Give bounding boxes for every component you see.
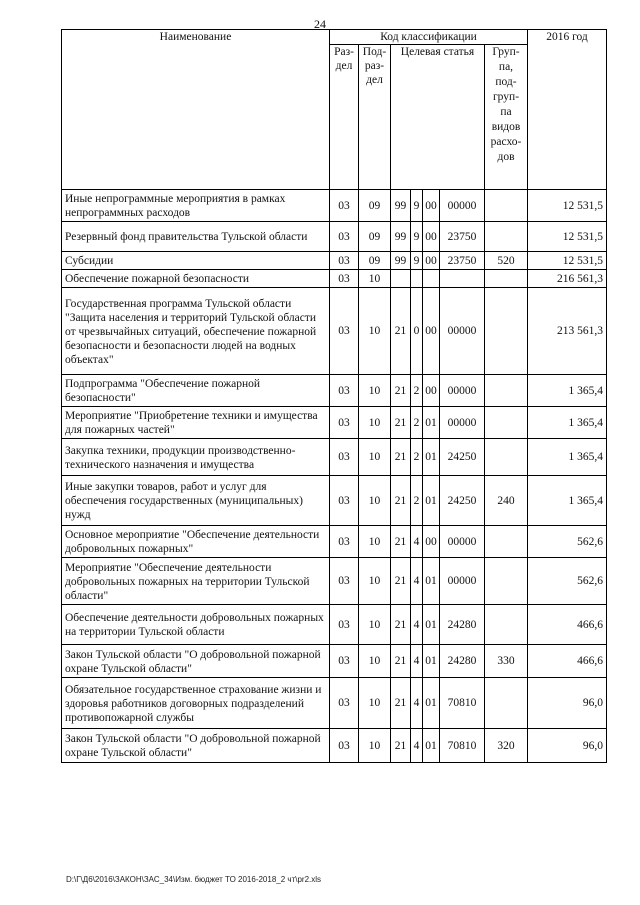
- cell-sum: 12 531,5: [528, 222, 607, 252]
- cell-t3: 00: [423, 190, 440, 222]
- cell-t4: 00000: [440, 190, 485, 222]
- cell-t3: 01: [423, 558, 440, 605]
- cell-sum: 96,0: [528, 729, 607, 763]
- cell-t3: 00: [423, 252, 440, 270]
- cell-name: Иные закупки товаров, работ и услуг для обеспечения государственных (муниципальных) нужд: [62, 476, 330, 526]
- cell-t3: 01: [423, 439, 440, 476]
- cell-sum: 1 365,4: [528, 375, 607, 407]
- cell-vr: 520: [485, 252, 528, 270]
- cell-sum: 1 365,4: [528, 439, 607, 476]
- cell-sum: 1 365,4: [528, 476, 607, 526]
- cell-t4: 23750: [440, 252, 485, 270]
- cell-pr: 09: [359, 222, 391, 252]
- cell-pr: 10: [359, 526, 391, 558]
- cell-name: Закон Тульской области "О добровольной пожарной охране Тульской области": [62, 729, 330, 763]
- table-row: [62, 288, 607, 375]
- cell-pr: 10: [359, 605, 391, 645]
- table-row: [62, 645, 607, 678]
- cell-sum: 216 561,3: [528, 270, 607, 288]
- cell-pr: 10: [359, 439, 391, 476]
- cell-t2: 9: [411, 252, 423, 270]
- cell-vr: [485, 605, 528, 645]
- cell-pr: 09: [359, 252, 391, 270]
- cell-t4: 70810: [440, 729, 485, 763]
- cell-t4: 23750: [440, 222, 485, 252]
- cell-pr: 10: [359, 645, 391, 678]
- cell-t3: 01: [423, 407, 440, 439]
- cell-name: Закупка техники, продукции производственно-технического назначения и имущества: [62, 439, 330, 476]
- cell-t2: 4: [411, 558, 423, 605]
- cell-t3: 01: [423, 645, 440, 678]
- cell-sum: 12 531,5: [528, 252, 607, 270]
- cell-t4: [440, 270, 485, 288]
- cell-vr: [485, 288, 528, 375]
- table-row: [62, 678, 607, 729]
- header-group: Груп- па, под- груп- па видов расхо- дов: [485, 45, 528, 190]
- cell-t1: 21: [391, 407, 411, 439]
- cell-t1: 21: [391, 439, 411, 476]
- cell-sum: 1 365,4: [528, 407, 607, 439]
- cell-t3: 00: [423, 288, 440, 375]
- cell-vr: 320: [485, 729, 528, 763]
- cell-t3: 00: [423, 526, 440, 558]
- cell-sum: 96,0: [528, 678, 607, 729]
- page-number: 24: [314, 17, 326, 31]
- cell-name: Субсидии: [62, 252, 330, 270]
- cell-rz: 03: [330, 526, 359, 558]
- cell-t3: 01: [423, 729, 440, 763]
- table-row: [62, 270, 607, 288]
- cell-t2: [411, 270, 423, 288]
- cell-t4: 00000: [440, 407, 485, 439]
- cell-name: Обязательное государственное страхование жизни и здоровья работников договорных подразделений противопожарной службы: [62, 678, 330, 729]
- cell-t2: 4: [411, 678, 423, 729]
- cell-vr: [485, 439, 528, 476]
- cell-name: Мероприятие "Обеспечение деятельности добровольных пожарных на территории Тульской области": [62, 558, 330, 605]
- cell-t3: 01: [423, 476, 440, 526]
- budget-table: [61, 29, 607, 763]
- cell-t1: 21: [391, 288, 411, 375]
- table-row: [62, 222, 607, 252]
- cell-pr: 10: [359, 729, 391, 763]
- cell-t1: 21: [391, 526, 411, 558]
- header-code: Код классификации: [330, 30, 528, 45]
- cell-t1: 21: [391, 605, 411, 645]
- cell-name: Основное мероприятие "Обеспечение деятельности добровольных пожарных": [62, 526, 330, 558]
- header-razdel: Раз- дел: [330, 45, 359, 190]
- cell-name: Резервный фонд правительства Тульской области: [62, 222, 330, 252]
- cell-rz: 03: [330, 190, 359, 222]
- cell-vr: [485, 190, 528, 222]
- cell-name: Обеспечение пожарной безопасности: [62, 270, 330, 288]
- cell-sum: 466,6: [528, 645, 607, 678]
- table-row: [62, 526, 607, 558]
- cell-vr: [485, 222, 528, 252]
- cell-vr: [485, 526, 528, 558]
- cell-t4: 24280: [440, 645, 485, 678]
- cell-t3: 00: [423, 222, 440, 252]
- cell-t2: 4: [411, 605, 423, 645]
- cell-rz: 03: [330, 645, 359, 678]
- cell-t3: [423, 270, 440, 288]
- cell-sum: 562,6: [528, 558, 607, 605]
- cell-t2: 9: [411, 190, 423, 222]
- table-row: [62, 407, 607, 439]
- cell-pr: 10: [359, 407, 391, 439]
- file-path-footer: D:\Г\Д6\2016\ЗАКОН\ЗАС_34\Изм. бюджет ТО 2016-2018_2 чт\pr2.xls: [66, 875, 322, 884]
- table-row: [62, 439, 607, 476]
- cell-t1: 99: [391, 222, 411, 252]
- cell-vr: [485, 270, 528, 288]
- cell-t2: 4: [411, 729, 423, 763]
- cell-vr: 330: [485, 645, 528, 678]
- cell-t1: 21: [391, 558, 411, 605]
- cell-rz: 03: [330, 407, 359, 439]
- cell-rz: 03: [330, 678, 359, 729]
- cell-rz: 03: [330, 476, 359, 526]
- cell-t2: 2: [411, 407, 423, 439]
- cell-t4: 00000: [440, 526, 485, 558]
- cell-pr: 10: [359, 678, 391, 729]
- cell-sum: 213 561,3: [528, 288, 607, 375]
- cell-t1: 21: [391, 375, 411, 407]
- cell-t2: 4: [411, 645, 423, 678]
- cell-t3: 00: [423, 375, 440, 407]
- cell-vr: 240: [485, 476, 528, 526]
- table-row: [62, 558, 607, 605]
- cell-t2: 2: [411, 375, 423, 407]
- cell-t2: 2: [411, 439, 423, 476]
- cell-pr: 10: [359, 288, 391, 375]
- cell-rz: 03: [330, 605, 359, 645]
- header-name: Наименование: [62, 30, 330, 190]
- header-target: Целевая статья: [391, 45, 485, 190]
- cell-t1: 21: [391, 729, 411, 763]
- cell-rz: 03: [330, 439, 359, 476]
- cell-name: Обеспечение деятельности добровольных пожарных на территории Тульской области: [62, 605, 330, 645]
- cell-name: Закон Тульской области "О добровольной пожарной охране Тульской области": [62, 645, 330, 678]
- cell-vr: [485, 678, 528, 729]
- cell-t1: 99: [391, 252, 411, 270]
- cell-t1: 21: [391, 476, 411, 526]
- table-row: [62, 605, 607, 645]
- cell-rz: 03: [330, 729, 359, 763]
- cell-t2: 9: [411, 222, 423, 252]
- cell-t2: 0: [411, 288, 423, 375]
- table-row: [62, 252, 607, 270]
- header-year: 2016 год: [528, 30, 607, 190]
- cell-rz: 03: [330, 252, 359, 270]
- cell-rz: 03: [330, 558, 359, 605]
- cell-t1: [391, 270, 411, 288]
- cell-pr: 10: [359, 270, 391, 288]
- header-podrazdel: Под- раз- дел: [359, 45, 391, 190]
- cell-vr: [485, 407, 528, 439]
- cell-t4: 00000: [440, 558, 485, 605]
- cell-t1: 21: [391, 645, 411, 678]
- cell-vr: [485, 375, 528, 407]
- cell-sum: 12 531,5: [528, 190, 607, 222]
- cell-name: Государственная программа Тульской области "Защита населения и территорий Тульской области от чрезвычайных ситуаций, обеспечение пожарной безопасности и безопасности людей на водных объектах": [62, 288, 330, 375]
- cell-vr: [485, 558, 528, 605]
- cell-t3: 01: [423, 678, 440, 729]
- cell-name: Иные непрограммные мероприятия в рамках непрограммных расходов: [62, 190, 330, 222]
- cell-t3: 01: [423, 605, 440, 645]
- cell-rz: 03: [330, 270, 359, 288]
- cell-t2: 4: [411, 526, 423, 558]
- cell-t2: 2: [411, 476, 423, 526]
- cell-rz: 03: [330, 222, 359, 252]
- cell-pr: 10: [359, 375, 391, 407]
- cell-rz: 03: [330, 288, 359, 375]
- table-row: [62, 729, 607, 763]
- cell-pr: 10: [359, 476, 391, 526]
- cell-t1: 99: [391, 190, 411, 222]
- cell-t4: 00000: [440, 288, 485, 375]
- table-row: [62, 190, 607, 222]
- cell-name: Подпрограмма "Обеспечение пожарной безопасности": [62, 375, 330, 407]
- table-row: [62, 476, 607, 526]
- cell-t4: 24280: [440, 605, 485, 645]
- cell-t4: 00000: [440, 375, 485, 407]
- cell-t4: 24250: [440, 439, 485, 476]
- cell-sum: 466,6: [528, 605, 607, 645]
- cell-rz: 03: [330, 375, 359, 407]
- cell-sum: 562,6: [528, 526, 607, 558]
- cell-name: Мероприятие "Приобретение техники и имущества для пожарных частей": [62, 407, 330, 439]
- table-row: [62, 375, 607, 407]
- cell-t4: 70810: [440, 678, 485, 729]
- cell-t4: 24250: [440, 476, 485, 526]
- cell-pr: 09: [359, 190, 391, 222]
- cell-pr: 10: [359, 558, 391, 605]
- cell-t1: 21: [391, 678, 411, 729]
